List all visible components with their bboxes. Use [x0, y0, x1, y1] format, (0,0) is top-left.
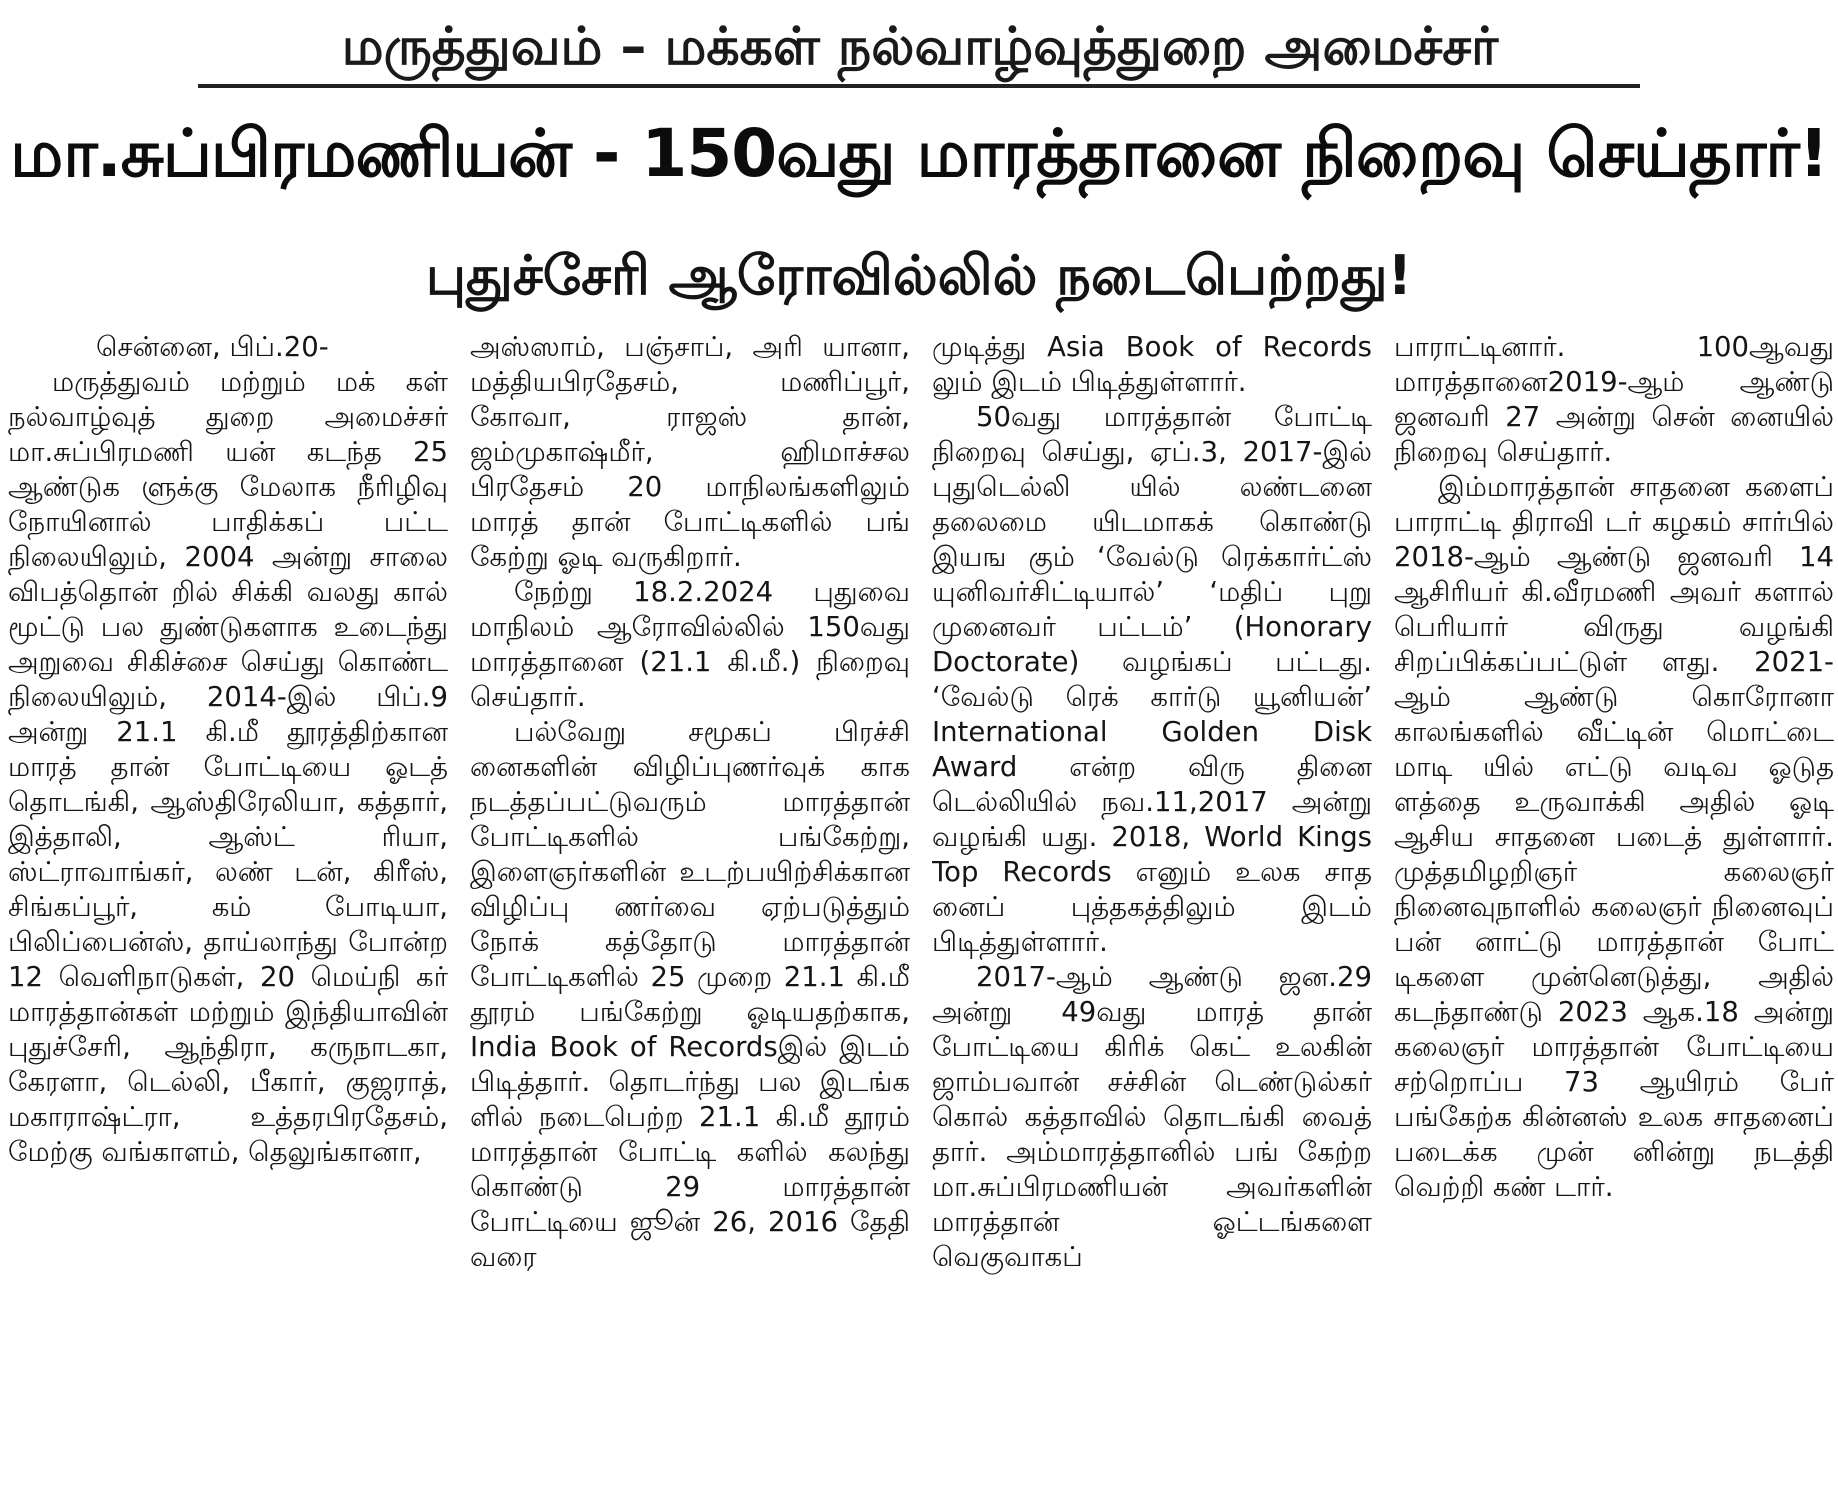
- column-3: [932, 330, 1372, 1506]
- paragraph: நேற்று 18.2.2024 புதுவை மாநிலம் ஆரோவில்லில் 150வது மாரத்தானை (21.1 கி.மீ.) நிறைவு செய்தார்.: [470, 576, 910, 713]
- article-body: [8, 330, 1834, 1506]
- headline: மா.சுப்பிரமணியன் - 150வது மாரத்தானை நிறைவு செய்தார்!: [10, 115, 1828, 192]
- kicker: மருத்துவம் – மக்கள் நல்வாழ்வுத்துறை அமைச்சர்: [341, 17, 1499, 77]
- column-2: [470, 330, 910, 1506]
- paragraph: அஸ்ஸாம், பஞ்சாப், அரி யானா, மத்தியபிரதேசம், மணிப்பூர், கோவா, ராஜஸ் தான், ஜம்முகாஷ்மீர், ஹிமாச்சல பிரதேசம் 20 மாநிலங்களிலும் மாரத் தான் போட்டிகளில் பங் கேற்று ஓடி வருகிறார்.: [470, 331, 910, 573]
- paragraph: மருத்துவம் மற்றும் மக் கள் நல்வாழ்வுத் துறை அமைச்சர் மா.சுப்பிரமணி யன் கடந்த 25 ஆண்டுக ளுக்கு மேலாக நீரிழிவு நோயினால் பாதிக்கப் பட்ட நிலையிலும், 2004 அன்று சாலை விபத்தொன் றில் சிக்கி வலது கால் மூட்டு பல துண்டுகளாக உடைந்து அறுவை சிகிச்சை செய்து கொண்ட நிலையிலும், 2014-இல் பிப்.9 அன்று 21.1 கி.மீ தூரத்திற்கான மாரத் தான் போட்டியை ஓடத் தொடங்கி, ஆஸ்திரேலியா, கத்தார், இத்தாலி, ஆஸ்ட் ரியா, ஸ்ட்ராவாங்கர், லண் டன், கிரீஸ், சிங்கப்பூர், கம் போடியா, பிலிப்பைன்ஸ், தாய்லாந்து போன்ற 12 வெளிநாடுகள், 20 மெய்நி கர் மாரத்தான்கள் மற்றும் இந்தியாவின் புதுச்சேரி, ஆந்திரா, கருநாடகா, கேரளா, டெல்லி, பீகார், குஜராத், மகாராஷ்ட்ரா, உத்தரபிரதேசம், மேற்கு வங்காளம், தெலுங்கானா,: [8, 366, 448, 1168]
- dateline: சென்னை, பிப்.20-: [96, 331, 329, 363]
- paragraph: இம்மாரத்தான் சாதனை களைப் பாராட்டி திராவி டர் கழகம் சார்பில் 2018-ஆம் ஆண்டு ஜனவரி 14 ஆசிரியர் கி.வீரமணி அவர் களால் பெரியார் விருது வழங்கி சிறப்பிக்கப்பட்டுள் ளது. 2021-ஆம் ஆண்டு கொரோனா காலங்களில் வீட்டின் மொட்டை மாடி யில் எட்டு வடிவ ஓடுத ளத்தை உருவாக்கி அதில் ஓடி ஆசிய சாதனை படைத் துள்ளார். முத்தமிழறிஞர் கலைஞர் நினைவுநாளில் கலைஞர் நினைவுப் பன் னாட்டு மாரத்தான் போட் டிகளை முன்னெடுத்து, அதில் கடந்தாண்டு 2023 ஆக.18 அன்று கலைஞர் மாரத்தான் போட்டியை சற்றொப்ப 73 ஆயிரம் பேர் பங்கேற்க கின்னஸ் உலக சாதனைப் படைக்க முன் னின்று நடத்தி வெற்றி கண் டார்.: [1394, 471, 1834, 1203]
- paragraph: முடித்து Asia Book of Records லும் இடம் பிடித்துள்ளார்.: [932, 331, 1372, 398]
- paragraph: 50வது மாரத்தான் போட்டி நிறைவு செய்து, ஏப்.3, 2017-இல் புதுடெல்லி யில் லண்டனை தலைமை யிடமாகக் கொண்டு இயங கும் ‘வேல்டு ரெக்கார்ட்ஸ் யுனிவர்சிட்டியால்’ ‘மதிப் புறு முனைவர் பட்டம்’ (Honorary Doctorate) வழங்கப் பட்டது. ‘வேல்டு ரெக் கார்டு யூனியன்’ International Golden Disk Award என்ற விரு தினை டெல்லியில் நவ.11,2017 அன்று வழங்கி யது. 2018, World Kings Top Records எனும் உலக சாத னைப் புத்தகத்திலும் இடம் பிடித்துள்ளார்.: [932, 401, 1372, 958]
- column-4: [1394, 330, 1834, 1506]
- paragraph: பல்வேறு சமூகப் பிரச்சி னைகளின் விழிப்புணர்வுக் காக நடத்தப்பட்டுவரும் மாரத்தான் போட்டிகளில் பங்கேற்று, இளைஞர்களின் உடற்பயிற்சிக்கான விழிப்பு ணர்வை ஏற்படுத்தும் நோக் கத்தோடு மாரத்தான் போட்டிகளில் 25 முறை 21.1 கி.மீ தூரம் பங்கேற்று ஓடியதற்காக, India Book of Recordsஇல் இடம் பிடித்தார். தொடர்ந்து பல இடங்க ளில் நடைபெற்ற 21.1 கி.மீ தூரம் மாரத்தான் போட்டி களில் கலந்து கொண்டு 29 மாரத்தான் போட்டியை ஜூன் 26, 2016 தேதி வரை: [470, 716, 910, 1273]
- subheadline: புதுச்சேரி ஆரோவில்லில் நடைபெற்றது!: [425, 244, 1413, 307]
- column-1: [8, 330, 448, 1506]
- kicker-underline: [198, 84, 1640, 88]
- paragraph: 2017-ஆம் ஆண்டு ஜன.29 அன்று 49வது மாரத் தான் போட்டியை கிரிக் கெட் உலகின் ஜாம்பவான் சச்சின் டெண்டுல்கர் கொல் கத்தாவில் தொடங்கி வைத் தார். அம்மாரத்தானில் பங் கேற்ற மா.சுப்பிரமணியன் அவர்களின் மாரத்தான் ஓட்டங்களை வெகுவாகப்: [932, 961, 1372, 1273]
- paragraph: பாராட்டினார். 100ஆவது மாரத்தானை2019-ஆம் ஆண்டு ஜனவரி 27 அன்று சென் னையில் நிறைவு செய்தார்.: [1394, 331, 1834, 468]
